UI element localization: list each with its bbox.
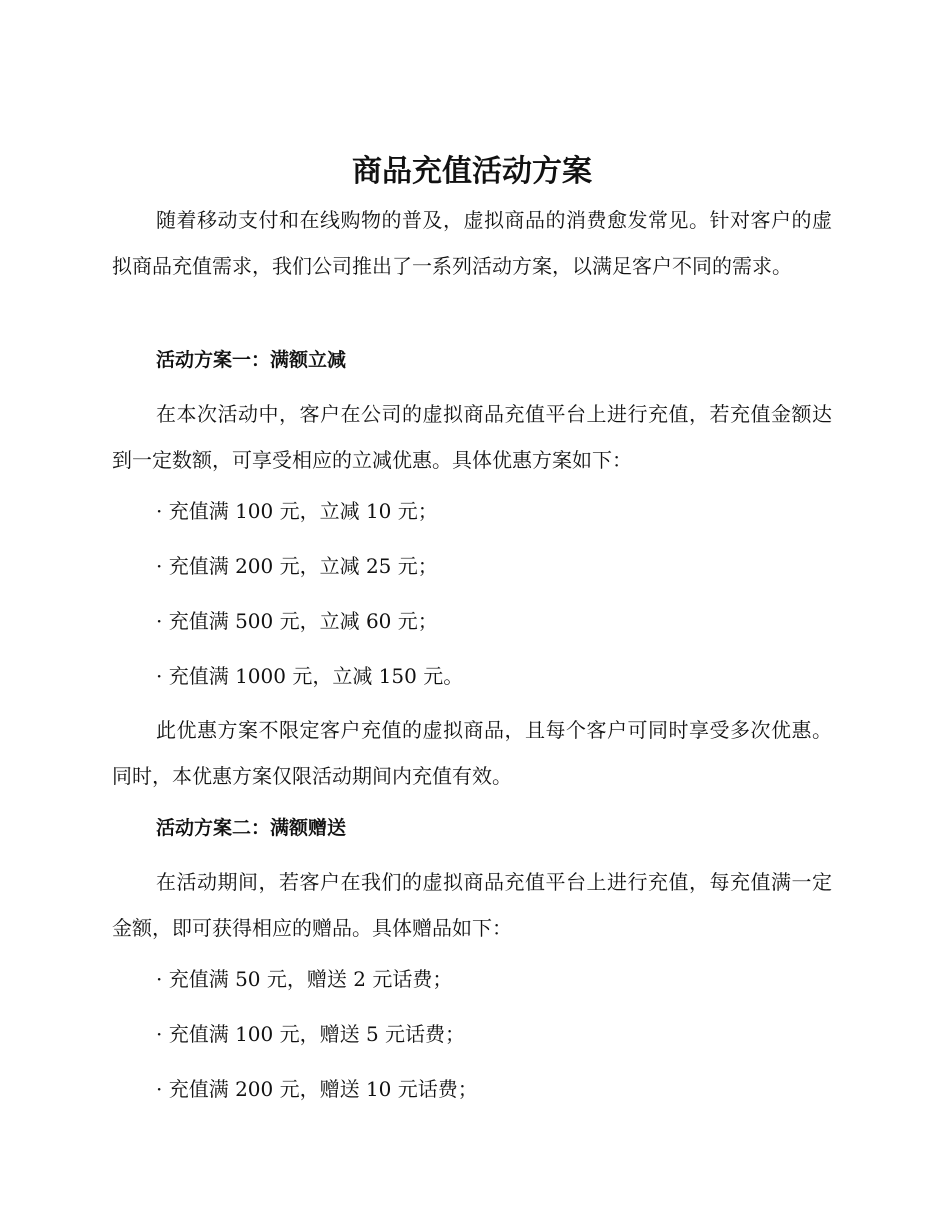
intro-paragraph: 随着移动支付和在线购物的普及，虚拟商品的消费愈发常见。针对客户的虚拟商品充值需求，我们公司推出了一系列活动方案，以满足客户不同的需求。 [112, 208, 832, 278]
document-title: 商品充值活动方案 [352, 154, 592, 189]
plan2-heading: 活动方案二：满额赠送 [156, 817, 347, 839]
plan1-note: 此优惠方案不限定客户充值的虚拟商品，且每个客户可同时享受多次优惠。同时，本优惠方案仅限活动期间内充值有效。 [112, 718, 832, 788]
plan2-item: · 充值满 200 元，赠送 10 元话费； [156, 1077, 478, 1101]
plan1-item: · 充值满 100 元，立减 10 元； [156, 499, 438, 523]
plan1-item: · 充值满 200 元，立减 25 元； [156, 554, 438, 578]
plan1-description: 在本次活动中，客户在公司的虚拟商品充值平台上进行充值，若充值金额达到一定数额，可享受相应的立减优惠。具体优惠方案如下： [112, 402, 832, 472]
plan2-item: · 充值满 50 元，赠送 2 元话费； [156, 967, 453, 991]
plan1-heading: 活动方案一：满额立减 [156, 349, 347, 371]
plan1-item: · 充值满 500 元，立减 60 元； [156, 609, 438, 633]
plan2-description: 在活动期间，若客户在我们的虚拟商品充值平台上进行充值，每充值满一定金额，即可获得相应的赠品。具体赠品如下： [112, 870, 832, 940]
plan1-item: · 充值满 1000 元，立减 150 元。 [156, 664, 464, 688]
plan2-item: · 充值满 100 元，赠送 5 元话费； [156, 1022, 466, 1046]
